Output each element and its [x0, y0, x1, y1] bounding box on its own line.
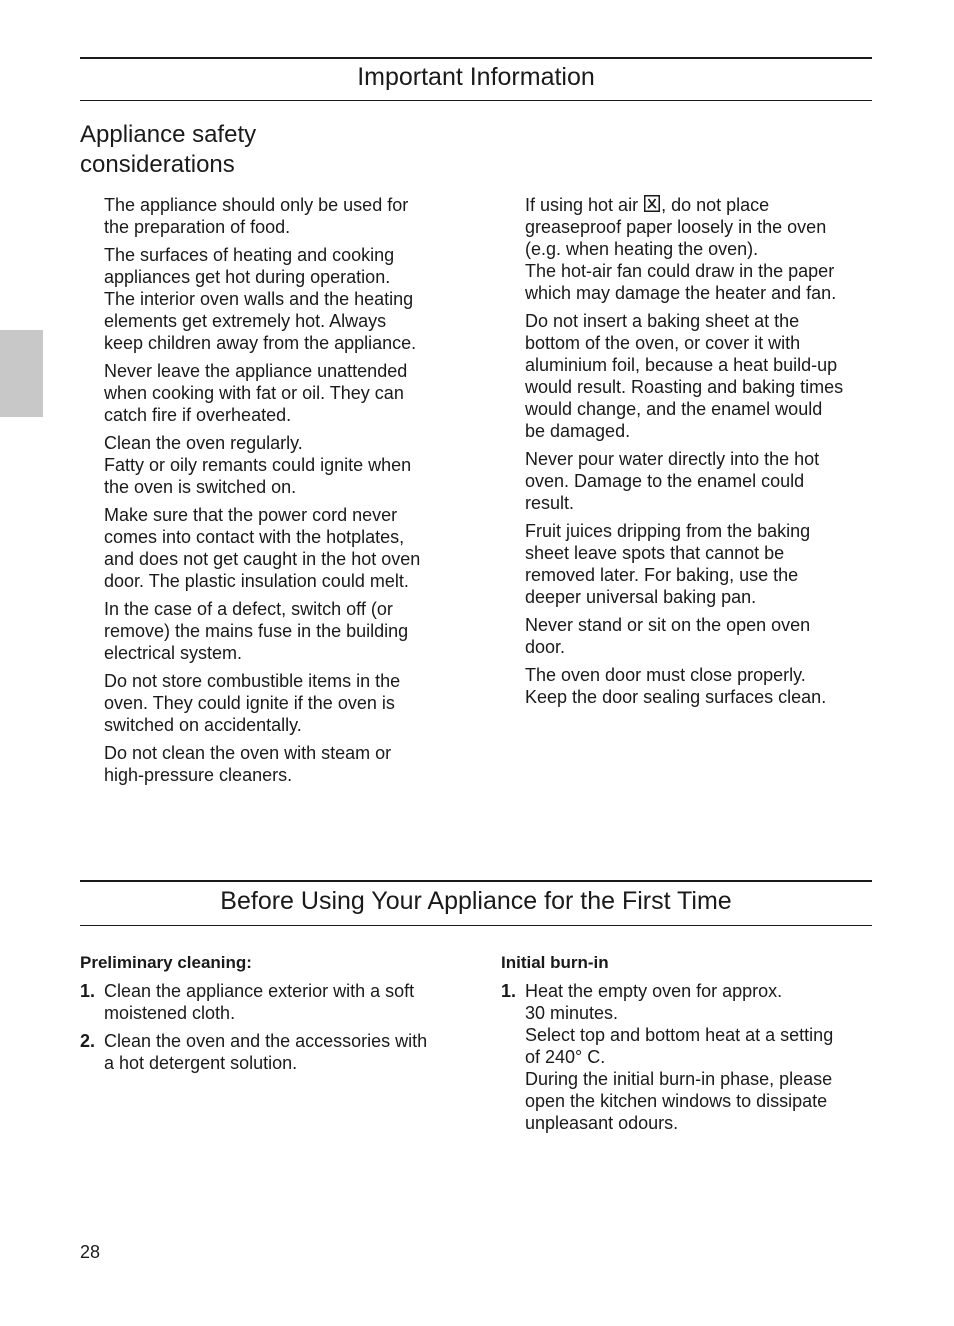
safety-paragraph: Never leave the appliance unattended when cooking with fat or oil. They can catch fire if overheated.: [104, 361, 408, 425]
safety-paragraph: Do not clean the oven with steam or high-pressure cleaners.: [104, 743, 392, 785]
list-item: [501, 980, 871, 1134]
page-section-title: Important Information: [357, 63, 595, 91]
safety-paragraph: Do not insert a baking sheet at the bottom of the oven, or cover it with aluminium foil, because a heat build-up would result. Roasting and baking times would change, and the enamel would be damaged.: [525, 311, 844, 441]
preliminary-cleaning-steps: [80, 980, 450, 1080]
section-side-tab: [0, 330, 43, 417]
safety-right-column: [525, 194, 872, 714]
step-text: Heat the empty oven for approx. 30 minutes. Select top and bottom heat at a setting of 240° C. During the initial burn-in phase, please open the kitchen windows to dissipate unpleasant odours.: [525, 981, 834, 1133]
first-use-top-rule: [80, 880, 872, 882]
first-use-title: Before Using Your Appliance for the First Time: [220, 887, 732, 915]
safety-paragraph: The oven door must close properly. Keep the door sealing surfaces clean.: [525, 665, 827, 707]
list-item: [80, 1030, 450, 1074]
safety-paragraph: In the case of a defect, switch off (or remove) the mains fuse in the building electrical system.: [104, 599, 409, 663]
safety-paragraph: The appliance should only be used for the preparation of food.: [104, 195, 409, 237]
hot-air-paragraph: [525, 194, 872, 304]
hot-air-text-end: , do not place greaseproof paper loosely in the oven (e.g. when heating the oven). The hot-air fan could draw in the paper which may damage the heater and fan.: [525, 195, 837, 303]
step-number: 2.: [80, 1031, 96, 1051]
safety-paragraph: Never stand or sit on the open oven door.: [525, 615, 811, 657]
initial-burn-in-label: Initial burn-in: [501, 953, 609, 972]
hot-air-text-start: If using hot air: [525, 195, 644, 215]
safety-paragraph: Make sure that the power cord never comes into contact with the hotplates, and does not get caught in the hot oven door. The plastic insulation could melt.: [104, 505, 421, 591]
safety-paragraph: Never pour water directly into the hot oven. Damage to the enamel could result.: [525, 449, 820, 513]
initial-burn-in-steps: [501, 980, 871, 1140]
step-text: Clean the appliance exterior with a soft moistened cloth.: [104, 981, 415, 1023]
hot-air-fan-icon: [644, 195, 660, 212]
list-item: [80, 980, 450, 1024]
step-number: 1.: [80, 981, 96, 1001]
safety-paragraph: The surfaces of heating and cooking appliances get hot during operation. The interior oven walls and the heating elements get extremely hot. Always keep children away from the appliance.: [104, 245, 417, 353]
safety-heading: Appliance safety considerations: [80, 121, 257, 178]
header-top-rule: [80, 57, 872, 59]
safety-left-column: [104, 194, 454, 792]
safety-paragraph: Clean the oven regularly. Fatty or oily remants could ignite when the oven is switched on.: [104, 433, 412, 497]
header-bottom-rule: [80, 100, 872, 101]
safety-paragraph: Do not store combustible items in the oven. They could ignite if the oven is switched on accidentally.: [104, 671, 401, 735]
page-number: 28: [80, 1242, 101, 1262]
safety-paragraph: Fruit juices dripping from the baking sheet leave spots that cannot be removed later. For baking, use the deeper universal baking pan.: [525, 521, 811, 607]
step-text: Clean the oven and the accessories with a hot detergent solution.: [104, 1031, 428, 1073]
step-number: 1.: [501, 981, 517, 1001]
first-use-bottom-rule: [80, 925, 872, 926]
preliminary-cleaning-label: Preliminary cleaning:: [80, 953, 252, 972]
